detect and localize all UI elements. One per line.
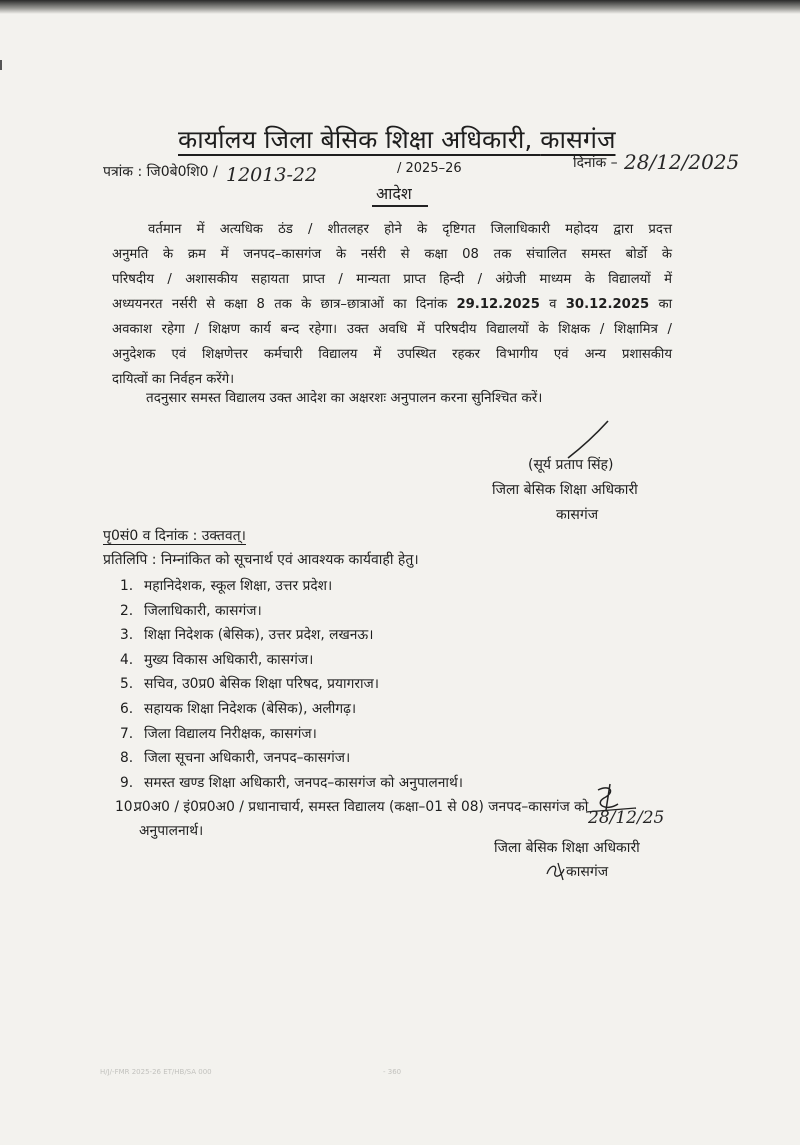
copy-intro: प्रतिलिपि : निम्नांकित को सूचनार्थ एवं आवश्यक कार्यवाही हेतु।: [103, 552, 419, 568]
body-line: अनुमति के क्रम में जनपद–कासगंज के नर्सरी से कक्षा 08 तक संचालित समस्त बोर्डो के: [112, 247, 672, 262]
body-line: वर्तमान में अत्यधिक ठंड / शीतलहर होने के दृष्टिगत जिलाधिकारी महोदय द्वारा प्रदत्त: [148, 222, 672, 237]
list-item: 4. मुख्य विकास अधिकारी, कासगंज।: [120, 651, 314, 668]
dinank-label: दिनांक –: [573, 155, 618, 171]
patrank-session: / 2025–26: [397, 161, 462, 176]
list-item: 1. महानिदेशक, स्कूल शिक्षा, उत्तर प्रदेश।: [120, 578, 333, 594]
patrank-handwritten-number: 12013-22: [226, 164, 318, 186]
body-line-dates: अध्ययनरत नर्सरी से कक्षा 8 तक के छात्र–छात्राओं का दिनांक 29.12.2025 व 30.12.2025 का: [112, 297, 672, 312]
signatory-name: (सूर्य प्रताप सिंह): [528, 457, 614, 473]
body-line: अनुदेशक एवं शिक्षणेत्तर कर्मचारी विद्यालय में उपस्थित रहकर विभागीय एवं अन्य प्रशासकीय: [112, 347, 672, 362]
order-heading: आदेश: [376, 184, 412, 203]
list-item: 6. सहायक शिक्षा निदेशक (बेसिक), अलीगढ़।: [120, 700, 357, 717]
footer-faint-reference: H/J/-FMR 2025-26 ET/HB/SA 000: [100, 1068, 212, 1076]
signatory2-place: कासगंज: [566, 864, 609, 880]
list-item: 7. जिला विद्यालय निरीक्षक, कासगंज।: [120, 725, 317, 742]
signatory-place: कासगंज: [556, 507, 599, 523]
body-line: अवकाश रहेगा / शिक्षण कार्य बन्द रहेगा। उक्त अवधि में परिषदीय विद्यालयों के शिक्षक / शिक्षामित्र /: [112, 322, 672, 337]
list-item: 9. समस्त खण्ड शिक्षा अधिकारी, जनपद–कासगंज को अनुपालनार्थ।: [120, 774, 463, 791]
copy-recipient-list: [115, 574, 589, 843]
holiday-date-1: 29.12.2025: [456, 297, 540, 312]
body-line: परिषदीय / अशासकीय सहायता प्राप्त / मान्यता प्राप्त हिन्दी / अंग्रेजी माध्यम के विद्यालयों में: [112, 272, 672, 287]
holiday-date-2: 30.12.2025: [565, 297, 650, 312]
footer-faint-number: - 360: [383, 1068, 402, 1076]
handwritten-date-2: 28/12/25: [588, 808, 665, 828]
list-item: 8. जिला सूचना अधिकारी, जनपद–कासगंज।: [120, 750, 351, 767]
list-item: 5. सचिव, उ0प्र0 बेसिक शिक्षा परिषद, प्रयागराज।: [120, 676, 380, 693]
list-item: 2. जिलाधिकारी, कासगंज।: [120, 602, 262, 619]
order-body: [112, 217, 672, 392]
reference-line: पृ0सं0 व दिनांक : उक्तवत्।: [103, 528, 246, 544]
dinank-handwritten-date: 28/12/2025: [624, 150, 740, 174]
scan-top-edge: [0, 0, 800, 14]
signatory-designation: जिला बेसिक शिक्षा अधिकारी: [492, 482, 638, 498]
order-heading-underline: [372, 205, 428, 207]
list-item: 10.प्र0अ0 / इं0प्र0अ0 / प्रधानाचार्य, समस्त विद्यालय (कक्षा–01 से 08) जनपद–कासगंज को अनुपालनार्थ।: [115, 799, 589, 840]
compliance-paragraph: तदनुसार समस्त विद्यालय उक्त आदेश का अक्षरशः अनुपालन करना सुनिश्चित करें।: [146, 390, 543, 406]
office-title: कार्यालय जिला बेसिक शिक्षा अधिकारी, कासगंज: [178, 125, 616, 154]
list-item: 3. शिक्षा निदेशक (बेसिक), उत्तर प्रदेश, लखनऊ।: [120, 627, 374, 644]
body-line: दायित्वों का निर्वहन करेंगे।: [112, 372, 235, 387]
signatory2-designation: जिला बेसिक शिक्षा अधिकारी: [494, 840, 640, 856]
scan-left-mark: [0, 60, 2, 70]
patrank-label: पत्रांक : जि0बे0शि0 /: [103, 164, 218, 180]
